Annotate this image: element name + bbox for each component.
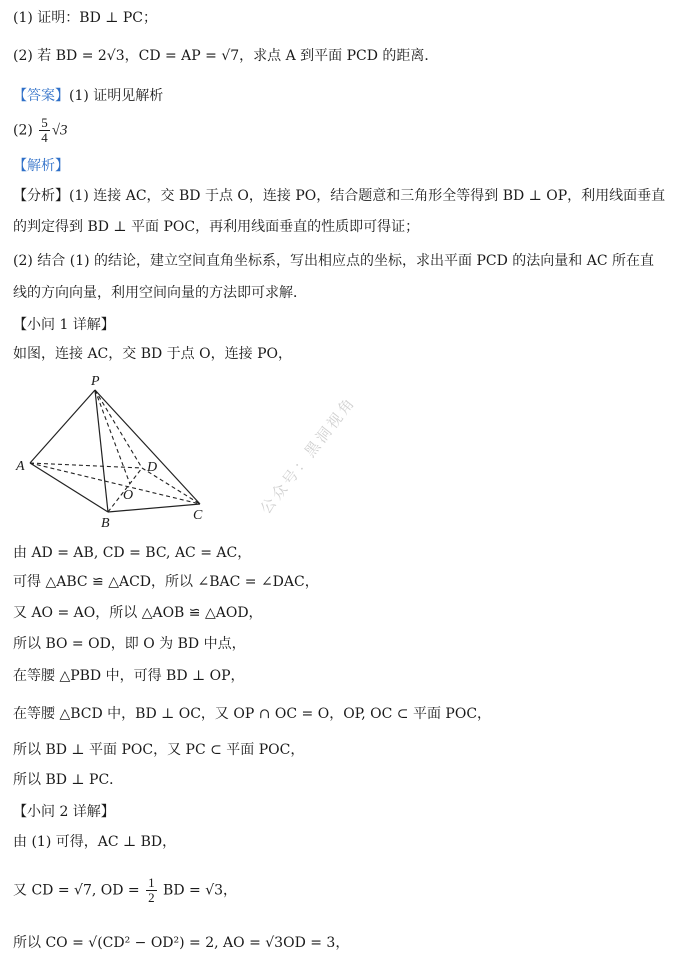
half-fraction-num: 1 <box>148 875 155 890</box>
proof-step4: 所以 BO = OD，即 O 为 BD 中点， <box>13 636 246 652</box>
label-C: C <box>193 508 203 523</box>
proof-step7: 所以 BD ⊥ 平面 POC，又 PC ⊂ 平面 POC， <box>13 742 305 758</box>
proof-step1: 由 AD = AB, CD = BC, AC = AC， <box>13 545 252 561</box>
proof-step3: 又 AO = AO，所以 △AOB ≌ △AOD， <box>13 605 263 621</box>
solution-step2-prefix: 又 CD = √7, OD = <box>13 882 140 899</box>
subquestion1-intro: 如图，连接 AC，交 BD 于点 O，连接 PO， <box>13 346 292 362</box>
label-P: P <box>91 374 100 389</box>
watermark: 公众号：黑洞视角 <box>256 392 360 518</box>
answer-part1: (1) 证明见解析 <box>69 88 164 104</box>
label-D: D <box>147 460 158 475</box>
solution-step3: 所以 CO = √(CD² − OD²) = 2, AO = √3OD = 3， <box>13 935 350 951</box>
answer-radical: √3 <box>51 122 68 139</box>
problem-part1: (1) 证明：BD ⊥ PC； <box>13 10 157 26</box>
problem-part2: (2) 若 BD = 2√3，CD = AP = √7，求点 A 到平面 PCD 的距离． <box>13 48 439 64</box>
solution-step2 <box>13 876 237 905</box>
edge-PA <box>30 390 95 463</box>
answer-line2 <box>13 116 68 145</box>
label-A: A <box>16 459 25 474</box>
answer-fraction-den: 4 <box>41 130 48 145</box>
analysis-line2: 的判定得到 BD ⊥ 平面 POC，再利用线面垂直的性质即可得证； <box>13 219 420 235</box>
subquestion2-heading: 【小问 2 详解】 <box>13 804 115 820</box>
edge-BC <box>108 504 200 512</box>
subquestion1-heading: 【小问 1 详解】 <box>13 317 115 333</box>
edge-PC <box>95 390 200 504</box>
proof-step8: 所以 BD ⊥ PC． <box>13 772 124 788</box>
edge-AC <box>30 463 200 504</box>
analysis-line1: 【分析】(1) 连接 AC，交 BD 于点 O，连接 PO，结合题意和三角形全等得到 BD ⊥ OP，利用线面垂直 <box>13 188 666 204</box>
answer-part2-prefix: (2) <box>13 122 33 139</box>
proof-step2: 可得 △ABC ≌ △ACD，所以 ∠BAC = ∠DAC， <box>13 574 319 590</box>
proof-step6: 在等腰 △BCD 中，BD ⊥ OC，又 OP ∩ OC = O，OP, OC ⊂ 平面 POC， <box>13 706 492 722</box>
half-fraction <box>146 876 157 905</box>
label-O: O <box>123 488 134 503</box>
half-fraction-den: 2 <box>148 890 155 905</box>
answer-line1 <box>13 86 163 106</box>
analysis-line3: (2) 结合 (1) 的结论，建立空间直角坐标系，写出相应点的坐标，求出平面 PCD 的法向量和 AC 所在直 <box>13 253 654 269</box>
answer-tag: 【答案】 <box>13 88 69 104</box>
jiexi-tag: 【解析】 <box>13 158 69 174</box>
pyramid-figure <box>10 372 210 532</box>
solution-step1: 由 (1) 可得，AC ⊥ BD， <box>13 834 177 850</box>
answer-fraction-num: 5 <box>41 115 48 130</box>
answer-fraction <box>39 116 50 145</box>
solution-step2-suffix: BD = √3， <box>163 882 238 899</box>
label-B: B <box>101 516 110 531</box>
edge-AB <box>30 463 108 512</box>
analysis-line4: 线的方向向量，利用空间向量的方法即可求解． <box>13 285 307 301</box>
proof-step5: 在等腰 △PBD 中，可得 BD ⊥ OP， <box>13 668 245 684</box>
